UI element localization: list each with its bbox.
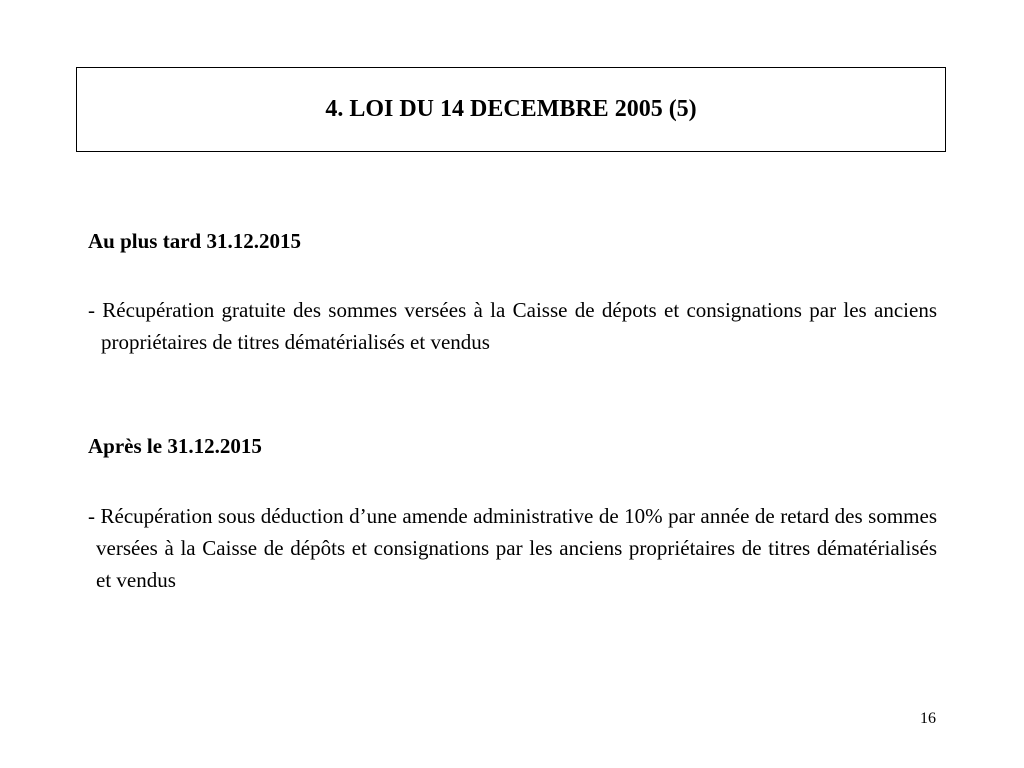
section-heading-after: Après le 31.12.2015 xyxy=(88,434,262,458)
section-text-after: - Récupération sous déduction d’une amende administrative de 10% par année de retard des sommes versées à la Caisse de dépôts et consignations par les anciens propriétaires de titres dématérialisés et vendus xyxy=(88,504,937,592)
page-number: 16 xyxy=(920,710,936,727)
section-text-deadline: - Récupération gratuite des sommes versées à la Caisse de dépots et consignations par les anciens propriétaires de titres dématérialisés et vendus xyxy=(88,298,937,354)
slide-title: 4. LOI DU 14 DECEMBRE 2005 (5) xyxy=(325,96,697,122)
section-heading-deadline: Au plus tard 31.12.2015 xyxy=(88,229,301,253)
title-box xyxy=(76,67,946,152)
